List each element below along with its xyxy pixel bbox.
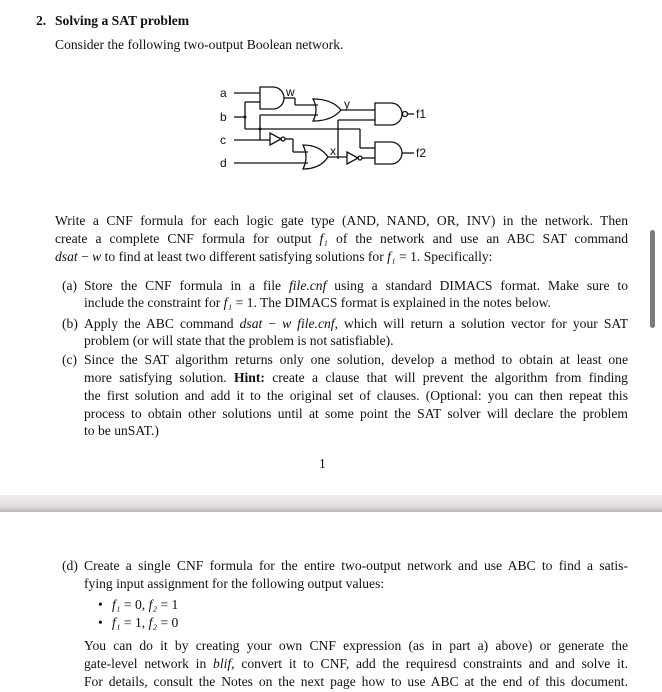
text-span: = 1. Specifically:	[395, 249, 493, 264]
text-line-p1	[55, 212, 628, 230]
text-line-c2	[84, 351, 628, 369]
text-span: Create a single CNF formula for the entire two-output network and use ABC to find a satis-	[84, 558, 628, 573]
math-text: f₁	[387, 249, 396, 264]
text-line-d8	[84, 637, 628, 655]
math-text: f₂	[148, 615, 158, 630]
input-label-d: d	[220, 156, 227, 170]
text-span: process to obtain other solutions until at some point the SAT solver will declare the problem	[84, 406, 628, 421]
text-span: Write a CNF formula for each logic gate type (AND, NAND, OR, INV) in the network. Then	[55, 213, 628, 228]
text-line-d9	[84, 655, 628, 673]
text-line-a1	[62, 277, 77, 295]
input-label-c: c	[220, 133, 226, 147]
text-line-p3	[55, 248, 492, 266]
text-span: more satisfying solution.	[84, 370, 234, 385]
intro-text: Consider the following two-output Boolean network.	[55, 37, 344, 52]
text-line-d6	[98, 614, 103, 632]
text-span: to be unSAT.)	[84, 423, 159, 438]
bold-text: Hint:	[233, 370, 265, 385]
text-span: create a clause that will prevent the algorithm from finding	[264, 370, 628, 385]
text-line-d7	[112, 614, 178, 632]
text-span: include the constraint for	[84, 295, 224, 310]
text-span: to find at least two different satisfying solutions for	[101, 249, 388, 264]
text-span: = 1. The DIMACS format is explained in the notes below.	[232, 295, 551, 310]
boolean-network-diagram	[210, 75, 450, 185]
text-span: problem (or will state that the problem is not satisfiable).	[84, 333, 394, 348]
text-line-c3	[84, 369, 628, 387]
text-line-p2	[55, 230, 628, 248]
text-line-c5	[84, 405, 628, 423]
section-title: Solving a SAT problem	[55, 13, 190, 28]
output-label-f2: f2	[416, 146, 427, 160]
text-line-b1	[62, 315, 78, 333]
input-label-b: b	[220, 110, 227, 124]
page-separator	[0, 495, 662, 512]
text-line-d3	[84, 575, 384, 593]
text-line-c6	[84, 422, 159, 440]
text-line-a2	[84, 277, 628, 295]
text-line-d2	[84, 557, 628, 575]
text-line-a3	[84, 294, 551, 312]
text-span: (b)	[62, 316, 78, 331]
text-line-d4	[98, 596, 103, 614]
text-line-b2	[84, 315, 628, 333]
text-span: = 0,	[120, 597, 149, 612]
text-span: −	[262, 316, 283, 331]
output-label-f1: f1	[416, 107, 427, 121]
vertical-scrollbar[interactable]	[650, 230, 655, 328]
text-span: gate-level network in	[84, 656, 214, 671]
page-number: 1	[319, 456, 326, 471]
text-span: = 1	[157, 597, 179, 612]
net-label-x: x	[330, 144, 336, 158]
text-span: (d)	[62, 558, 78, 573]
math-text: f₁	[112, 615, 121, 630]
text-span: Apply the ABC command	[84, 316, 240, 331]
text-span: •	[98, 615, 103, 630]
input-label-a: a	[220, 86, 227, 100]
text-span: using a standard DIMACS format. Make sure to	[326, 278, 628, 293]
text-span: of the network and use an ABC SAT command	[328, 231, 629, 246]
text-span: (c)	[62, 352, 78, 367]
math-text: file.cnf	[288, 278, 327, 293]
text-span: = 1,	[120, 615, 149, 630]
text-span: , which will return a solution vector for your SAT	[334, 316, 629, 331]
math-text: dsat	[239, 316, 263, 331]
text-span: •	[98, 597, 103, 612]
text-span: Since the SAT algorithm returns only one solution, develop a method to obtain at least one	[84, 352, 628, 367]
math-text: f₁	[319, 231, 329, 246]
math-text: w file.cnf	[282, 316, 335, 331]
math-text: w	[92, 249, 102, 264]
text-span: For details, consult the Notes on the next page how to use ABC at the end of this document.	[84, 674, 628, 689]
math-text: f₁	[223, 295, 233, 310]
net-label-w: w	[286, 85, 295, 99]
text-line-c4	[84, 387, 628, 405]
math-text: blif	[213, 656, 232, 671]
section-number: 2.	[36, 13, 47, 28]
text-span: create a complete CNF formula for output	[55, 231, 320, 246]
text-line-c1	[62, 351, 77, 369]
text-span: , convert it to CNF, add the requiresd constraints and and solve it.	[231, 656, 628, 671]
text-span: fying input assignment for the following output values:	[84, 576, 385, 591]
net-label-y: y	[344, 97, 350, 111]
text-line-d5	[112, 596, 178, 614]
text-line-b3	[84, 332, 394, 350]
math-text: f₂	[148, 597, 158, 612]
text-span: = 0	[157, 615, 179, 630]
text-span: Store the CNF formula in a file	[84, 278, 289, 293]
text-span: (a)	[62, 278, 78, 293]
text-line-d10	[84, 673, 628, 691]
math-text: dsat	[55, 249, 78, 264]
math-text: f₁	[112, 597, 121, 612]
text-line-d1	[62, 557, 78, 575]
text-span: You can do it by creating your own CNF expression (as in part a) above) or generate the	[84, 638, 628, 653]
text-span: the first solution and add it to the original set of clauses. (Optional: you can then repeat this	[84, 388, 628, 403]
text-span: −	[77, 249, 93, 264]
